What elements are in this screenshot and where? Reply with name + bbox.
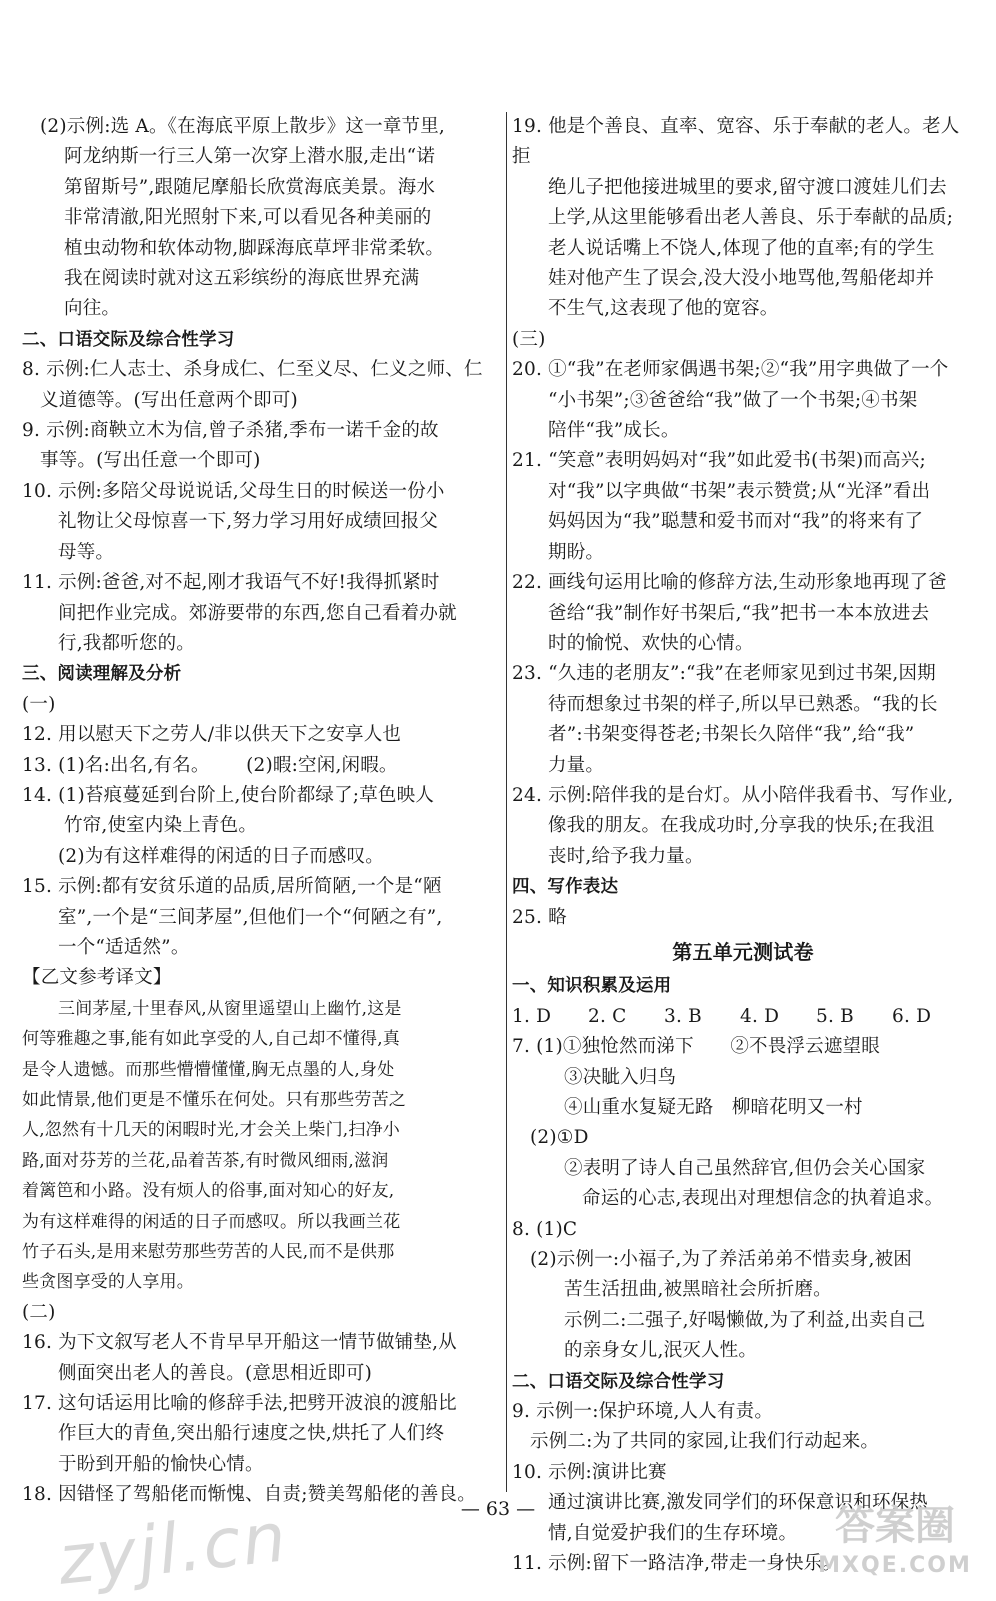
text-line: 三间茅屋,十里春风,从窗里遥望山上幽竹,这是 [58,998,402,1019]
text-line: 上学,从这里能够看出老人善良、乐于奉献的品质; [548,207,954,229]
text-line: 丧时,给予我力量。 [548,845,704,867]
watermark-logo-url: MXQE.COM [818,1553,972,1578]
mcq-answer: 5. B [816,1005,854,1027]
text-line: 示例二:二强子,好喝懒做,为了利益,出卖自己 [564,1309,926,1331]
text-line: 20. ①“我”在老师家偶遇书架;②“我”用字典做了一个 [512,359,949,381]
text-line: 16. 为下文叙写老人不肯早早开船这一情节做铺垫,从 [22,1332,457,1354]
text-line: ②表明了诗人自己虽然辞官,但仍会关心国家 [564,1157,926,1179]
text-line: 侧面突出老人的善良。(意思相近即可) [58,1362,373,1384]
text-line: 19. 他是个善良、直率、宽容、乐于奉献的老人。老人拒 [512,116,960,168]
part-label: (一) [22,693,56,715]
text-line: 母等。 [58,541,115,563]
answer-q19 [512,112,974,325]
text-line: 间把作业完成。郊游要带的东西,您自己看着办就 [58,602,457,624]
answer-q11: 11. 示例:留下一路洁净,带走一身快乐。 [512,1553,842,1575]
text-line: 者”:书架变得苍老;书架长久陪伴“我”,给“我” [548,724,915,746]
text-line: 义道德等。(写出任意两个即可) [40,389,298,411]
part-label: (二) [22,1301,56,1323]
text-line: 情,自觉爱护我们的生存环境。 [548,1522,798,1544]
page-number: — 63 — [460,1498,536,1520]
answer-q18: 18. 因错怪了驾船佬而惭愧、自责;赞美驾船佬的善良。 [22,1484,476,1506]
text-line: (2)为有这样难得的闲适的日子而感叹。 [58,845,385,867]
answer-mcq-row [512,1002,974,1032]
text-line: 为有这样难得的闲适的日子而感叹。所以我画兰花 [22,1211,401,1232]
text-line: 15. 示例:都有安贫乐道的品质,居所简陋,一个是“陋 [22,876,442,898]
text-line: 事等。(写出任意一个即可) [40,450,261,472]
answer-q24 [512,781,974,872]
text-line: 待而想象过书架的样子,所以早已熟悉。“我的长 [548,693,938,715]
text-line: 不生气,这表现了他的宽容。 [548,298,779,320]
text-line: ③决眦入归鸟 [564,1066,677,1088]
text-line: 7. (1)①独怆然而涕下 ②不畏浮云遮望眼 [512,1036,880,1058]
text-line: (2)示例:选 A。《在海底平原上散步》这一章节里, [40,116,446,137]
answer-q9 [512,1397,974,1458]
text-line: 陪伴“我”成长。 [548,420,680,442]
section-heading: 二、口语交际及综合性学习 [22,329,235,350]
text-line: 21. “笑意”表明妈妈对“我”如此爱书(书架)而高兴; [512,450,926,472]
answer-q15 [22,872,504,963]
answer-q7 [512,1032,974,1214]
text-line: 着篱笆和小路。没有烦人的俗事,面对知心的好友, [22,1181,395,1202]
text-line: 力量。 [548,754,605,776]
translation-text [22,994,504,1298]
text-line: 竹子石头,是用来慰劳那些劳苦的人民,而不是供那 [22,1242,395,1263]
text-line: 24. 示例:陪伴我的是台灯。从小陪伴我看书、写作业, [512,784,954,806]
answer-q17 [22,1389,504,1480]
answer-q23 [512,659,974,781]
text-line: 第留斯号”,跟随尼摩船长欣赏海底美景。海水 [64,176,436,198]
text-line: 非常清澈,阳光照射下来,可以看见各种美丽的 [64,207,432,229]
translation-heading: 【乙文参考译文】 [22,967,172,989]
unit-title: 第五单元测试卷 [672,939,814,964]
text-line: 于盼到开船的愉快心情。 [58,1453,264,1475]
section-heading: 四、写作表达 [512,877,619,898]
text-line: 时的愉悦、欢快的心情。 [548,632,754,654]
text-line: 一个“适适然”。 [58,936,190,958]
answer-q21 [512,446,974,568]
text-line: 像我的朋友。在我成功时,分享我的快乐;在我沮 [548,815,935,837]
text-line: 室”,一个是“三间茅屋”,但他们一个“何陋之有”, [58,906,443,928]
column-divider [506,112,507,1492]
part-label: (三) [512,328,546,350]
text-line: (2)①D [530,1127,589,1149]
text-line: 8. 示例:仁人志士、杀身成仁、仁至义尽、仁义之师、仁 [22,359,483,381]
answer-q16 [22,1328,504,1389]
text-line: 23. “久违的老朋友”:“我”在老师家见到过书架,因期 [512,663,936,685]
text-line: 期盼。 [548,541,605,563]
section-heading: 三、阅读理解及分析 [22,664,182,685]
text-line: 礼物让父母惊喜一下,努力学习用好成绩回报父 [58,511,439,533]
text-line: 如此情景,他们更是不懂乐在何处。只有那些劳苦之 [22,1090,407,1110]
answer-q20 [512,355,974,446]
text-line: (2)示例一:小福子,为了养活弟弟不惜卖身,被困 [530,1249,913,1271]
right-column [512,112,974,1580]
text-line: 9. 示例一:保护环境,人人有责。 [512,1401,774,1423]
left-column [22,112,504,1511]
text-line: 命运的心志,表现出对理想信念的执着追求。 [582,1188,944,1210]
answer-q14 [22,781,504,872]
text-line: 11. 示例:爸爸,对不起,刚才我语气不好!我得抓紧时 [22,572,440,594]
text-line: 对“我”以字典做“书架”表示赞赏;从“光泽”看出 [548,480,931,502]
text-line: 阿龙纳斯一行三人第一次穿上潜水服,走出“诺 [64,146,436,168]
text-line: 是令人遗憾。而那些懵懵懂懂,胸无点墨的人,身处 [22,1059,395,1080]
text-line: 老人说话嘴上不饶人,体现了他的直率;有的学生 [548,237,935,259]
text-line: 妈妈因为“我”聪慧和爱书而对“我”的将来有了 [548,511,924,533]
answer-q8 [512,1215,974,1367]
text-line: 竹帘,使室内染上青色。 [64,815,258,837]
answer-q9 [22,416,504,477]
text-line: 苦生活扭曲,被黑暗社会所折磨。 [564,1279,832,1301]
section-heading: 二、口语交际及综合性学习 [512,1371,725,1392]
text-line: 些贪图享受的人享用。 [22,1272,194,1293]
answer-q8 [22,355,504,416]
section-heading: 一、知识积累及运用 [512,976,672,997]
text-line: 14. (1)苔痕蔓延到台阶上,使台阶都绿了;草色映人 [22,784,435,806]
answer-q25: 25. 略 [512,906,567,928]
answer-q12: 12. 用以慰天下之劳人/非以供天下之安享人也 [22,724,402,746]
text-line: 人,忽然有十几天的闲暇时光,才会关上柴门,扫净小 [22,1120,401,1141]
text-line: 我在阅读时就对这五彩缤纷的海底世界充满 [64,268,420,290]
text-line: 娃对他产生了误会,没大没小地骂他,驾船佬却并 [548,268,935,290]
answer-q13: 13. (1)名:出名,有名。 (2)暇:空闲,闲暇。 [22,754,398,776]
mcq-answer: 3. B [664,1005,702,1027]
text-line: ④山重水复疑无路 柳暗花明又一村 [564,1097,863,1118]
mcq-answer: 6. D [892,1005,932,1027]
text-line: 向往。 [64,298,121,320]
answer-q7-2 [22,112,504,325]
text-line: 爸给“我”制作好书架后,“我”把书一本本放进去 [548,602,930,624]
watermark-logo [815,1500,975,1595]
text-line: 示例二:为了共同的家园,让我们行动起来。 [530,1431,880,1453]
text-line: 行,我都听您的。 [58,632,195,654]
text-line: 通过演讲比赛,激发同学们的环保意识和环保热 [548,1492,929,1514]
text-line: “小书架”;③爸爸给“我”做了一个书架;④书架 [548,389,918,411]
mcq-answer: 4. D [740,1005,780,1027]
text-line: 9. 示例:商鞅立木为信,曾子杀猪,季布一诺千金的故 [22,420,439,442]
answer-q22 [512,568,974,659]
text-line: 绝儿子把他接进城里的要求,留守渡口渡娃儿们去 [548,176,947,198]
text-line: 17. 这句话运用比喻的修辞手法,把劈开波浪的渡船比 [22,1393,457,1415]
text-line: 的亲身女儿,泯灭人性。 [564,1340,758,1362]
answer-q10 [22,477,504,568]
watermark-site: zyjl.cn [54,1498,292,1601]
watermark-logo-text: 答案圈 [835,1503,955,1549]
answer-q11 [22,568,504,659]
text-line: 作巨大的青鱼,突出船行速度之快,烘托了人们终 [58,1423,445,1445]
text-line: 22. 画线句运用比喻的修辞方法,生动形象地再现了爸 [512,572,947,594]
text-line: 路,面对芬芳的兰花,品着苦茶,有时微风细雨,滋润 [22,1150,389,1171]
text-line: 10. 示例:演讲比赛 [512,1461,667,1483]
text-line: 10. 示例:多陪父母说说话,父母生日的时候送一份小 [22,480,445,502]
text-line: 何等雅趣之事,能有如此享受的人,自己却不懂得,真 [22,1029,401,1050]
mcq-answer: 1. D [512,1005,552,1027]
text-line: 植虫动物和软体动物,脚踩海底草坪非常柔软。 [64,237,445,259]
text-line: 8. (1)C [512,1218,578,1240]
mcq-answer: 2. C [588,1005,627,1027]
